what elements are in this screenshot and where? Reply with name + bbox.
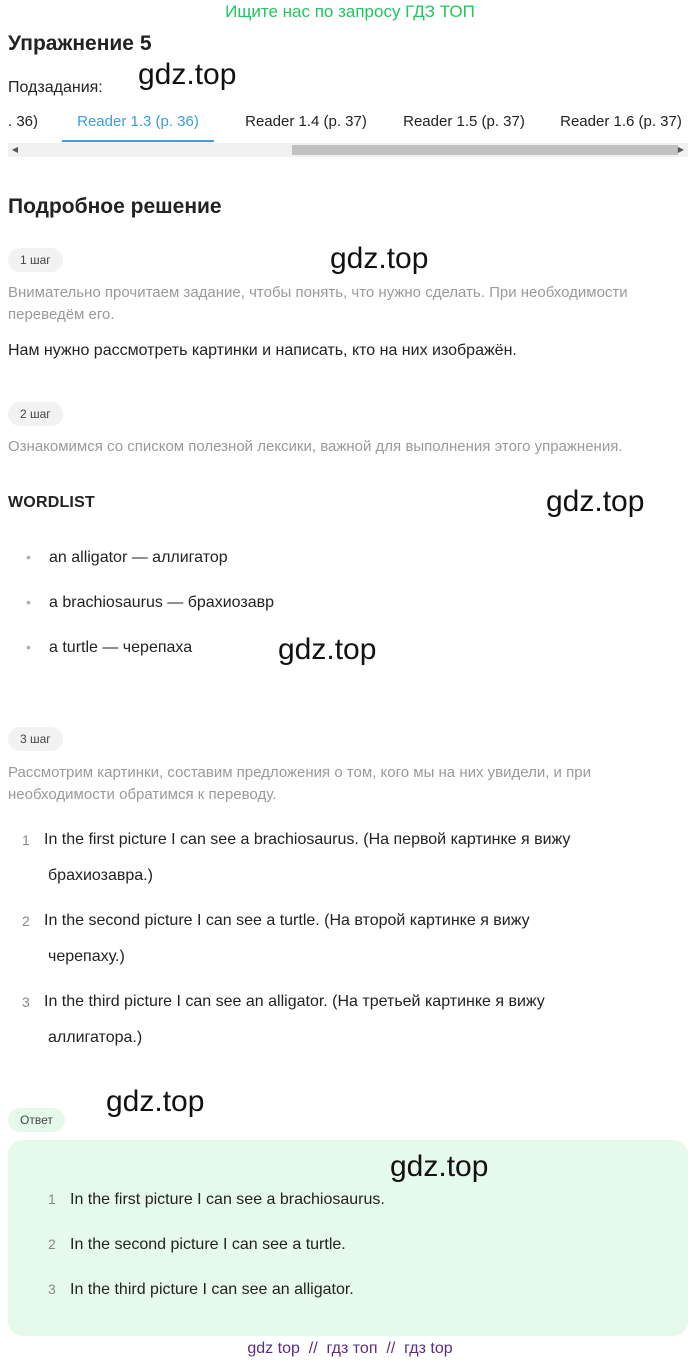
watermark: gdz.top [390, 1150, 489, 1183]
tab-reader-1-4[interactable]: Reader 1.4 (p. 37) [245, 113, 367, 130]
item-number: 3 [48, 1281, 56, 1297]
watermark: gdz.top [138, 58, 237, 91]
answer-box [8, 1140, 688, 1336]
step-description: Ознакомимся со списком полезной лексики, важной для выполнения этого упражнения. [8, 438, 623, 455]
list-item: 2 In the second picture I can see a turtle. (На второй картинке я вижу черепаху.) [22, 903, 682, 975]
list-item: 3 In the third picture I can see an alligator. (На третьей картинке я вижу аллигатора.) [22, 984, 682, 1056]
watermark: gdz.top [278, 633, 377, 666]
list-item: 1 In the first picture I can see a brachiosaurus. (На первой картинке я вижу брахиозавра.) [22, 822, 682, 894]
item-number: 1 [48, 1191, 56, 1207]
step-badge: 1 шаг [8, 248, 63, 272]
tabs-scrollbar[interactable] [8, 143, 688, 157]
watermark: gdz.top [546, 485, 645, 518]
scroll-thumb[interactable] [292, 145, 678, 155]
tab-reader-1-5[interactable]: Reader 1.5 (p. 37) [403, 113, 525, 130]
item-number: 2 [22, 913, 30, 929]
item-number: 2 [48, 1236, 56, 1252]
watermark: gdz.top [330, 242, 429, 275]
solution-title: Подробное решение [8, 195, 222, 218]
list-item: • a brachiosaurus — брахиозавр [26, 594, 274, 611]
answer-badge: Ответ [8, 1108, 65, 1132]
tab-reader-1-3[interactable]: Reader 1.3 (p. 36) [62, 106, 214, 142]
subtask-tabs [8, 106, 688, 144]
answer-item: 1 In the first picture I can see a brachiosaurus. [48, 1191, 385, 1208]
answer-item: 3 In the third picture I can see an alligator. [48, 1281, 354, 1298]
step-description: Рассмотрим картинки, составим предложения о том, кого мы на них увидели, и при необходимости обратимся к переводу. [8, 764, 591, 803]
bullet-icon: • [26, 594, 31, 610]
subtasks-label: Подзадания: [8, 79, 103, 96]
exercise-title: Упражнение 5 [8, 32, 152, 55]
search-banner[interactable]: Ищите нас по запросу ГДЗ ТОП [225, 2, 475, 21]
list-item: • an alligator — аллигатор [26, 549, 228, 566]
answer-item: 2 In the second picture I can see a turtle. [48, 1236, 346, 1253]
list-item: • a turtle — черепаха [26, 639, 193, 656]
footer-links[interactable]: gdz top // гдз топ // гдз top [247, 1340, 453, 1357]
bullet-icon: • [26, 549, 31, 565]
wordlist-title: WORDLIST [8, 494, 95, 511]
tab-reader-1-2[interactable]: . 36) [8, 113, 39, 130]
step-badge: 3 шаг [8, 727, 63, 751]
step-badge: 2 шаг [8, 402, 63, 426]
scroll-left-icon[interactable]: ◀ [11, 145, 19, 154]
step-text: Нам нужно рассмотреть картинки и написать, кто на них изображён. [8, 342, 517, 359]
item-number: 3 [22, 994, 30, 1010]
watermark: gdz.top [106, 1085, 205, 1118]
scroll-right-icon[interactable]: ▶ [677, 145, 685, 154]
item-number: 1 [22, 832, 30, 848]
bullet-icon: • [26, 639, 31, 655]
tab-reader-1-6[interactable]: Reader 1.6 (p. 37) [560, 113, 682, 130]
step-description: Внимательно прочитаем задание, чтобы понять, что нужно сделать. При необходимости переведём его. [8, 284, 628, 323]
